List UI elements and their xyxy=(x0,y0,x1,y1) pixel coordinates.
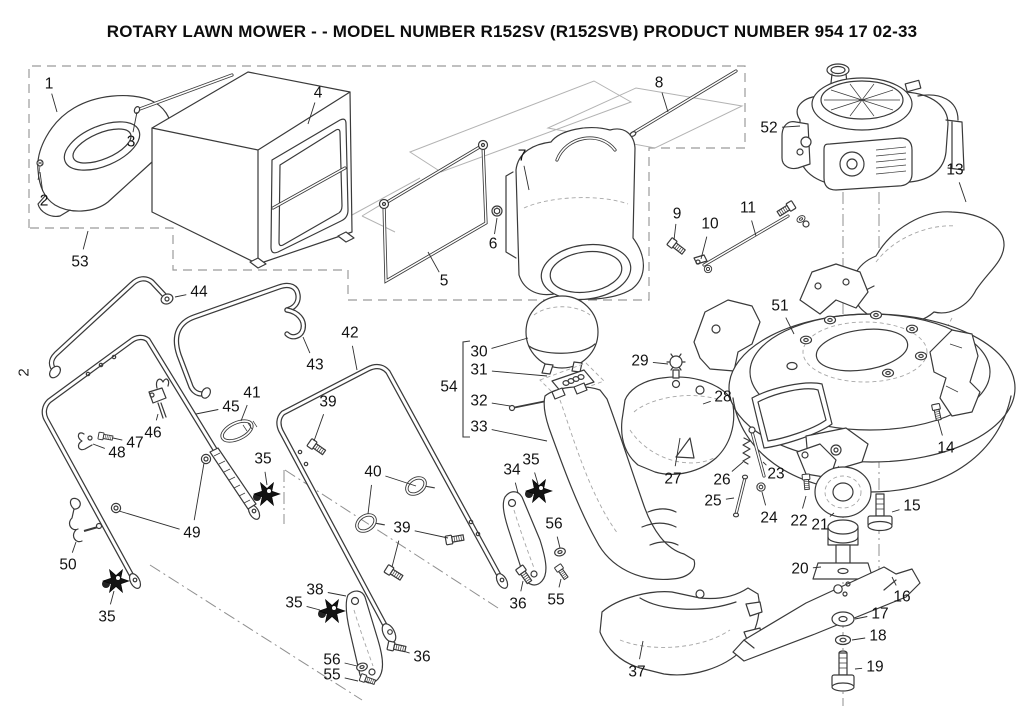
part-44-upper-handle-illustration xyxy=(47,279,174,380)
part-number-24: 24 xyxy=(760,509,778,527)
part-number-46: 46 xyxy=(144,424,162,442)
callout-leader-38 xyxy=(328,593,346,597)
part-number-35: 35 xyxy=(285,594,303,612)
part-47-screw-illustration xyxy=(98,432,113,441)
part-49-nuts-illustration xyxy=(111,454,210,512)
part-1-bag-lid-illustration xyxy=(38,96,171,217)
part-number-14: 14 xyxy=(937,439,955,457)
callout-leader-39 xyxy=(314,414,324,441)
callout-leader-23 xyxy=(763,462,766,465)
callout-leader-36 xyxy=(521,581,523,591)
part-number-55: 55 xyxy=(547,591,565,609)
callout-leader-46 xyxy=(156,414,158,420)
part-number-6: 6 xyxy=(488,235,498,253)
part-5-bag-frame-illustration xyxy=(380,141,488,282)
part-number-33: 33 xyxy=(470,418,488,436)
part-number-4: 4 xyxy=(313,84,323,102)
diagram-title: ROTARY LAWN MOWER - - MODEL NUMBER R152SV (R152SVB) PRODUCT NUMBER 954 17 02-33 xyxy=(106,22,918,41)
part-25-pin-illustration xyxy=(734,475,748,517)
part-4-grass-catcher-illustration xyxy=(152,72,354,268)
callout-leader-30 xyxy=(492,338,529,348)
part-number-53: 53 xyxy=(71,253,89,271)
part-number-45: 45 xyxy=(222,398,240,416)
callout-leader-33 xyxy=(492,430,547,441)
part-19-blade-bolt-illustration xyxy=(832,651,854,691)
part-number-17: 17 xyxy=(871,605,889,623)
part-number-56: 56 xyxy=(323,651,341,669)
part-number-11: 11 xyxy=(739,199,757,217)
callout-leader-56 xyxy=(557,537,560,548)
part-number-19: 19 xyxy=(866,658,884,676)
part-number-34: 34 xyxy=(503,461,521,479)
part-number-51: 51 xyxy=(771,297,789,315)
callout-leader-11 xyxy=(752,221,756,237)
callout-leader-35 xyxy=(110,591,114,604)
callout-leader-41 xyxy=(241,405,247,421)
part-number-43: 43 xyxy=(306,356,324,374)
part-number-5: 5 xyxy=(439,272,449,290)
part-number-26: 26 xyxy=(713,471,731,489)
callout-leader-32 xyxy=(492,403,510,406)
part-number-35: 35 xyxy=(98,608,116,626)
part-41-spring-clip-illustration xyxy=(219,417,257,445)
part-45-lower-handle-left-illustration xyxy=(44,337,262,590)
part-11-tie-rod-illustration xyxy=(704,201,809,265)
part-number-55: 55 xyxy=(323,666,341,684)
part-52-engine-illustration xyxy=(782,64,964,190)
callout-leader-35 xyxy=(307,606,320,610)
part-number-20: 20 xyxy=(791,560,809,578)
part-number-18: 18 xyxy=(869,627,887,645)
callout-leader-45 xyxy=(196,410,218,415)
part-number-21: 21 xyxy=(811,516,829,534)
callout-leader-1 xyxy=(52,94,57,112)
part-number-25: 25 xyxy=(704,492,722,510)
callout-leader-8 xyxy=(662,93,668,112)
part-48-clip-illustration xyxy=(78,433,92,450)
callout-leader-56 xyxy=(345,663,357,666)
part-number-31: 31 xyxy=(470,361,488,379)
callout-leader-39 xyxy=(415,531,448,538)
callout-leader-49 xyxy=(194,463,204,520)
callout-leader-24 xyxy=(762,492,766,505)
callout-leader-15 xyxy=(892,510,900,512)
page-number: 2 xyxy=(15,368,33,377)
callout-leader-42 xyxy=(352,346,357,370)
part-16-blade-illustration xyxy=(733,567,920,661)
part-number-23: 23 xyxy=(767,465,785,483)
part-number-40: 40 xyxy=(364,463,382,481)
part-9-bolt-illustration xyxy=(667,238,687,256)
callout-leader-47 xyxy=(113,438,122,440)
part-37-deflector-shield-illustration xyxy=(600,588,762,675)
callout-leader-9 xyxy=(674,224,676,240)
callout-leader-39 xyxy=(392,541,399,567)
callout-leader-22 xyxy=(803,496,807,509)
callout-leader-35 xyxy=(265,472,267,485)
part-7-rear-door-illustration xyxy=(506,128,643,305)
part-46-cable-clamp-illustration xyxy=(149,379,169,418)
part-number-49: 49 xyxy=(183,524,201,542)
callout-leader-18 xyxy=(852,638,865,640)
callout-leader-31 xyxy=(492,371,547,376)
part-number-38: 38 xyxy=(306,581,324,599)
part-number-7: 7 xyxy=(517,147,527,165)
part-number-42: 42 xyxy=(341,324,359,342)
callout-leader-44 xyxy=(175,295,186,297)
part-number-54: 54 xyxy=(440,378,458,396)
part-30-ball-cover-illustration xyxy=(526,296,598,374)
part-number-37: 37 xyxy=(628,663,646,681)
part-number-35: 35 xyxy=(254,450,272,468)
callout-leader-49 xyxy=(119,511,180,529)
callout-leader-50 xyxy=(72,542,76,553)
part-number-15: 15 xyxy=(903,497,921,515)
part-number-9: 9 xyxy=(672,205,682,223)
part-number-27: 27 xyxy=(664,470,682,488)
part-18-lock-washer-illustration xyxy=(836,636,851,645)
part-number-10: 10 xyxy=(701,215,719,233)
part-number-36: 36 xyxy=(413,648,431,666)
part-number-1: 1 xyxy=(44,75,54,93)
part-number-39: 39 xyxy=(319,393,337,411)
part-number-39: 39 xyxy=(393,519,411,537)
part-26-spring-illustration xyxy=(743,438,750,464)
part-number-8: 8 xyxy=(654,74,664,92)
part-number-41: 41 xyxy=(243,384,261,402)
part-number-22: 22 xyxy=(790,512,808,530)
callout-leader-26 xyxy=(732,462,743,472)
part-13-wheel-guard-illustration xyxy=(852,212,1004,325)
part-number-29: 29 xyxy=(631,352,649,370)
callout-leader-55 xyxy=(559,579,561,587)
part-24-nut-illustration xyxy=(757,483,765,491)
callout-leader-13 xyxy=(959,182,966,202)
part-number-32: 32 xyxy=(470,392,488,410)
part-8-rod-illustration xyxy=(629,71,736,137)
part-number-35: 35 xyxy=(522,451,540,469)
callout-leader-25 xyxy=(726,498,734,499)
part-17-washer-illustration xyxy=(832,612,854,626)
part-number-28: 28 xyxy=(714,388,732,406)
part-number-50: 50 xyxy=(59,556,77,574)
part-number-30: 30 xyxy=(470,343,488,361)
callout-leader-19 xyxy=(855,668,862,669)
part-number-48: 48 xyxy=(108,444,126,462)
part-number-52: 52 xyxy=(760,119,778,137)
group-bracket-54 xyxy=(463,341,470,437)
part-39-bolts-illustration xyxy=(307,439,464,582)
part-number-16: 16 xyxy=(893,588,911,606)
callout-leader-40 xyxy=(368,485,372,514)
part-number-44: 44 xyxy=(190,283,208,301)
part-number-2: 2 xyxy=(39,192,49,210)
callout-leader-6 xyxy=(495,218,498,234)
part-number-47: 47 xyxy=(126,434,144,452)
part-6-nut-illustration xyxy=(492,206,502,216)
part-43-handle-bail-illustration xyxy=(176,285,303,399)
callout-leader-29 xyxy=(653,362,668,364)
part-number-36: 36 xyxy=(509,595,527,613)
callout-leader-48 xyxy=(93,444,105,448)
callout-leader-43 xyxy=(303,337,310,353)
part-number-3: 3 xyxy=(126,133,136,151)
part-50-hook-illustration xyxy=(70,498,102,541)
part-number-13: 13 xyxy=(946,161,964,179)
callout-leader-55 xyxy=(345,678,358,681)
callout-leader-53 xyxy=(83,231,88,249)
part-15-bolt-illustration xyxy=(868,494,892,531)
part-number-56: 56 xyxy=(545,515,563,533)
